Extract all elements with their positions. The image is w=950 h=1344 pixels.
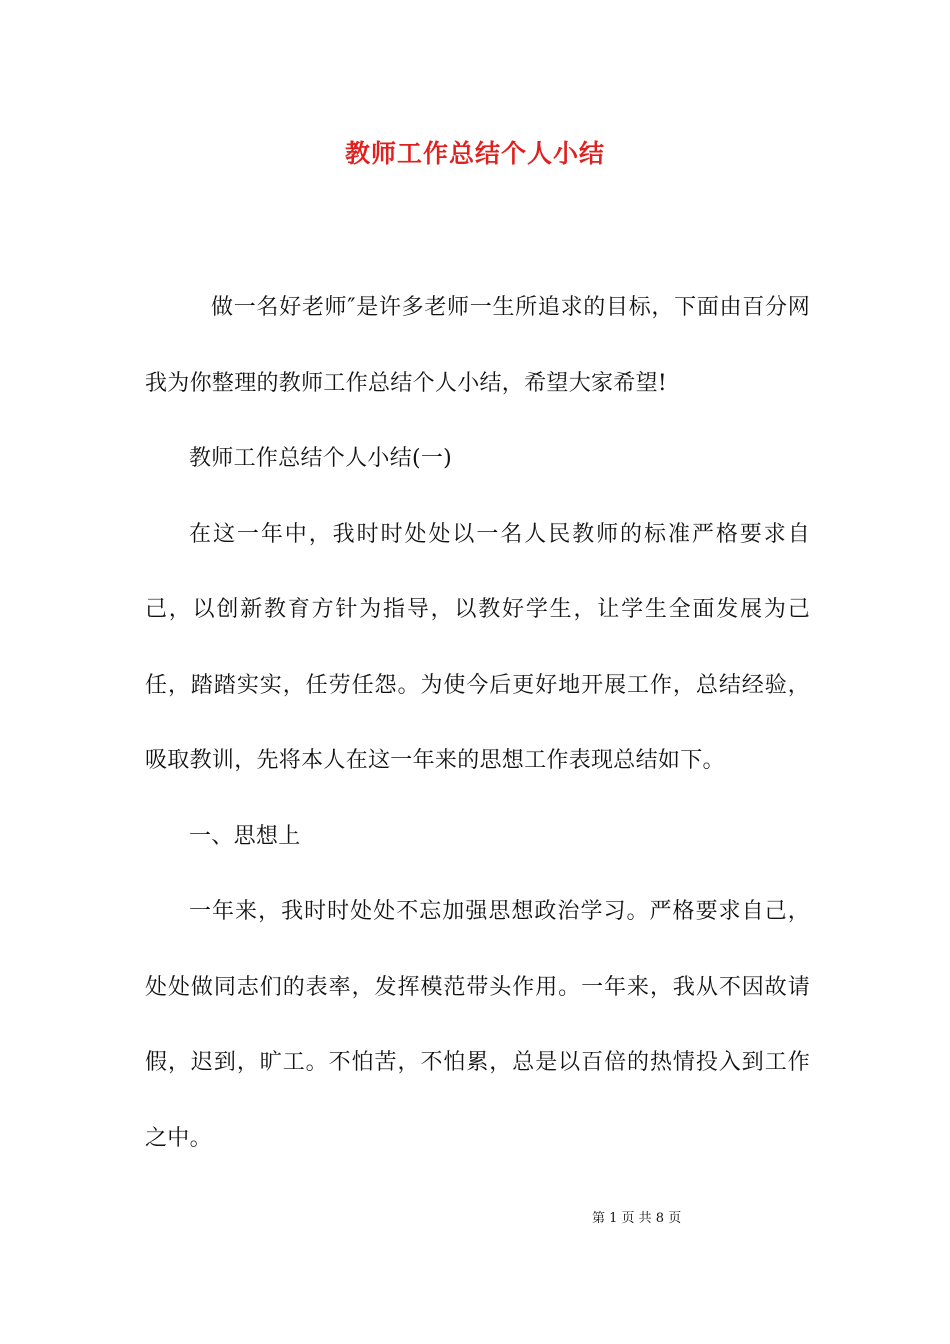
section-heading-thought: 一、思想上 [189, 823, 301, 849]
body-paragraph-thought: 一年来，我时时处处不忘加强思想政治学习。严格要求自己，处处做同志们的表率，发挥模范带头作用。一年来，我从不因故请假，迟到，旷工。不怕苦，不怕累，总是以百倍的热情投入到工作之中。 [145, 899, 810, 1151]
document-body [145, 270, 810, 1176]
body-paragraph-year-review: 在这一年中，我时时处处以一名人民教师的标准严格要求自己，以创新教育方针为指导，以教好学生，让学生全面发展为己任，踏踏实实，任劳任怨。为使今后更好地开展工作，总结经验，吸取教训，先将本人在这一年来的思想工作表现总结如下。 [145, 521, 810, 773]
document-title: 教师工作总结个人小结 [344, 139, 605, 168]
page-number-footer: 第 1 页 共 8 页 [592, 1211, 682, 1226]
section-heading-summary-one: 教师工作总结个人小结(一) [189, 446, 453, 471]
intro-paragraph: 做一名好老师″是许多老师一生所追求的目标，下面由百分网我为你整理的教师工作总结个人小结，希望大家希望! [145, 295, 810, 396]
